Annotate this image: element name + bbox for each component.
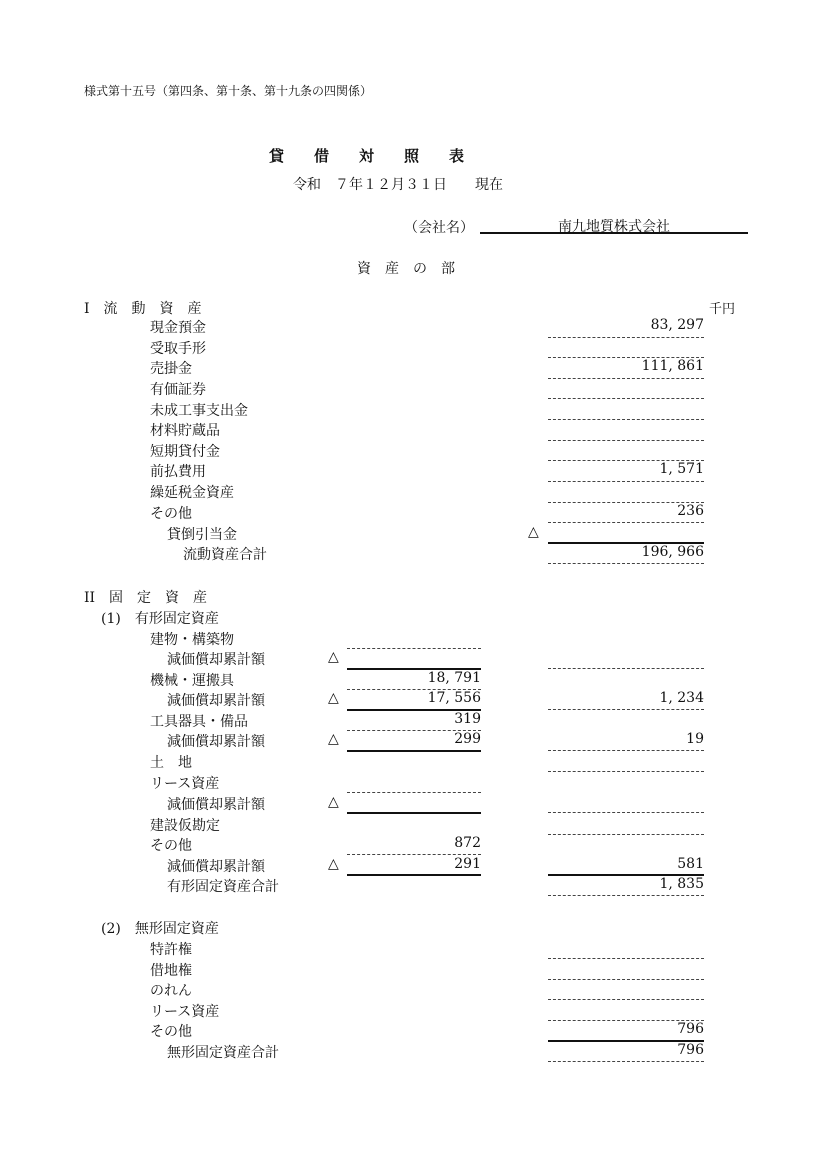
dotted-rule xyxy=(548,958,704,959)
dotted-rule xyxy=(548,709,704,710)
tangible-asset-label: 建設仮勘定 xyxy=(150,818,220,834)
current-asset-value: 83, 297 xyxy=(650,317,704,333)
dotted-rule xyxy=(548,440,704,441)
solid-rule xyxy=(347,812,481,814)
current-assets-total-value: 196, 966 xyxy=(641,544,704,560)
depreciation-value: 17, 556 xyxy=(427,690,481,706)
intangible-total-value: 796 xyxy=(677,1042,704,1058)
dotted-rule xyxy=(548,771,704,772)
tangible-asset-label: 工具器具・備品 xyxy=(150,714,248,730)
dotted-rule xyxy=(548,1061,704,1062)
current-asset-label: 受取手形 xyxy=(150,341,206,357)
dotted-rule xyxy=(548,481,704,482)
tangible-net-value: 581 xyxy=(677,856,704,872)
depreciation-value: 299 xyxy=(454,731,481,747)
current-asset-label: 売掛金 xyxy=(150,361,192,377)
current-asset-value: 111, 861 xyxy=(641,358,704,374)
dotted-rule xyxy=(548,999,704,1000)
depreciation-label: 減価償却累計額 xyxy=(167,652,265,668)
dotted-rule xyxy=(347,792,481,793)
depreciation-label: 減価償却累計額 xyxy=(167,859,265,875)
company-label: （会社名） xyxy=(404,220,474,236)
current-asset-label: 短期貸付金 xyxy=(150,444,220,460)
tangible-net-value: 19 xyxy=(686,731,704,747)
intangible-asset-value: 796 xyxy=(677,1021,704,1037)
document-title: 貸 借 対 照 表 xyxy=(269,147,465,165)
dotted-rule xyxy=(548,419,704,420)
intangible-asset-label: 特許権 xyxy=(150,942,192,958)
tangible-net-value: 1, 234 xyxy=(659,690,704,706)
triangle-icon: △ xyxy=(328,649,339,665)
tangible-total-value: 1, 835 xyxy=(659,876,704,892)
tangible-asset-gross: 872 xyxy=(454,835,481,851)
solid-rule xyxy=(347,874,481,876)
as-of-date: 令和 ７年１２月３１日 現在 xyxy=(293,177,503,193)
tangible-asset-label: その他 xyxy=(150,838,192,854)
tangible-asset-gross: 319 xyxy=(454,711,481,727)
intangible-asset-label: リース資産 xyxy=(150,1004,220,1020)
depreciation-value: 291 xyxy=(454,856,481,872)
current-asset-label: 未成工事支出金 xyxy=(150,403,248,419)
tangible-asset-label: 建物・構築物 xyxy=(150,632,234,648)
triangle-icon: △ xyxy=(328,856,339,872)
solid-rule xyxy=(347,750,481,752)
current-assets-heading: I 流 動 資 産 xyxy=(84,301,202,317)
triangle-icon: △ xyxy=(528,524,539,540)
current-asset-label: 前払費用 xyxy=(150,464,206,480)
allowance-label: 貸倒引当金 xyxy=(167,527,237,543)
current-asset-label: 現金預金 xyxy=(150,320,206,336)
dotted-rule xyxy=(548,563,704,564)
unit-label: 千円 xyxy=(709,302,736,317)
current-asset-label: 繰延税金資産 xyxy=(150,485,234,501)
current-asset-label: 材料貯蔵品 xyxy=(150,423,220,439)
intangible-asset-label: その他 xyxy=(150,1024,192,1040)
dotted-rule xyxy=(548,812,704,813)
current-asset-label: その他 xyxy=(150,506,192,522)
tangible-heading: (1) 有形固定資産 xyxy=(101,611,219,627)
dotted-rule xyxy=(548,378,704,379)
company-underline xyxy=(480,232,748,234)
form-note: 様式第十五号（第四条、第十条、第十九条の四関係） xyxy=(84,84,373,98)
current-asset-value: 236 xyxy=(677,503,704,519)
tangible-asset-label: 土 地 xyxy=(150,755,192,771)
intangible-total-label: 無形固定資産合計 xyxy=(167,1045,279,1061)
fixed-assets-heading: II 固 定 資 産 xyxy=(84,590,208,606)
dotted-rule xyxy=(347,854,481,855)
dotted-rule xyxy=(548,337,704,338)
dotted-rule xyxy=(347,648,481,649)
intangible-asset-label: のれん xyxy=(150,983,192,999)
triangle-icon: △ xyxy=(328,690,339,706)
intangible-asset-label: 借地権 xyxy=(150,963,192,979)
depreciation-label: 減価償却累計額 xyxy=(167,693,265,709)
depreciation-label: 減価償却累計額 xyxy=(167,797,265,813)
tangible-asset-label: リース資産 xyxy=(150,776,220,792)
dotted-rule xyxy=(548,522,704,523)
current-asset-label: 有価証券 xyxy=(150,382,206,398)
intangible-heading: (2) 無形固定資産 xyxy=(101,921,219,937)
depreciation-label: 減価償却累計額 xyxy=(167,734,265,750)
dotted-rule xyxy=(548,979,704,980)
dotted-rule xyxy=(548,750,704,751)
tangible-asset-gross: 18, 791 xyxy=(427,670,481,686)
triangle-icon: △ xyxy=(328,794,339,810)
dotted-rule xyxy=(548,668,704,669)
tangible-total-label: 有形固定資産合計 xyxy=(167,879,279,895)
dotted-rule xyxy=(548,398,704,399)
section-heading: 資 産 の 部 xyxy=(357,261,455,277)
current-assets-total-label: 流動資産合計 xyxy=(183,547,267,563)
dotted-rule xyxy=(548,834,704,835)
dotted-rule xyxy=(548,895,704,896)
tangible-asset-label: 機械・運搬具 xyxy=(150,673,234,689)
current-asset-value: 1, 571 xyxy=(659,461,704,477)
triangle-icon: △ xyxy=(328,731,339,747)
company-name: 南九地質株式会社 xyxy=(558,219,670,235)
